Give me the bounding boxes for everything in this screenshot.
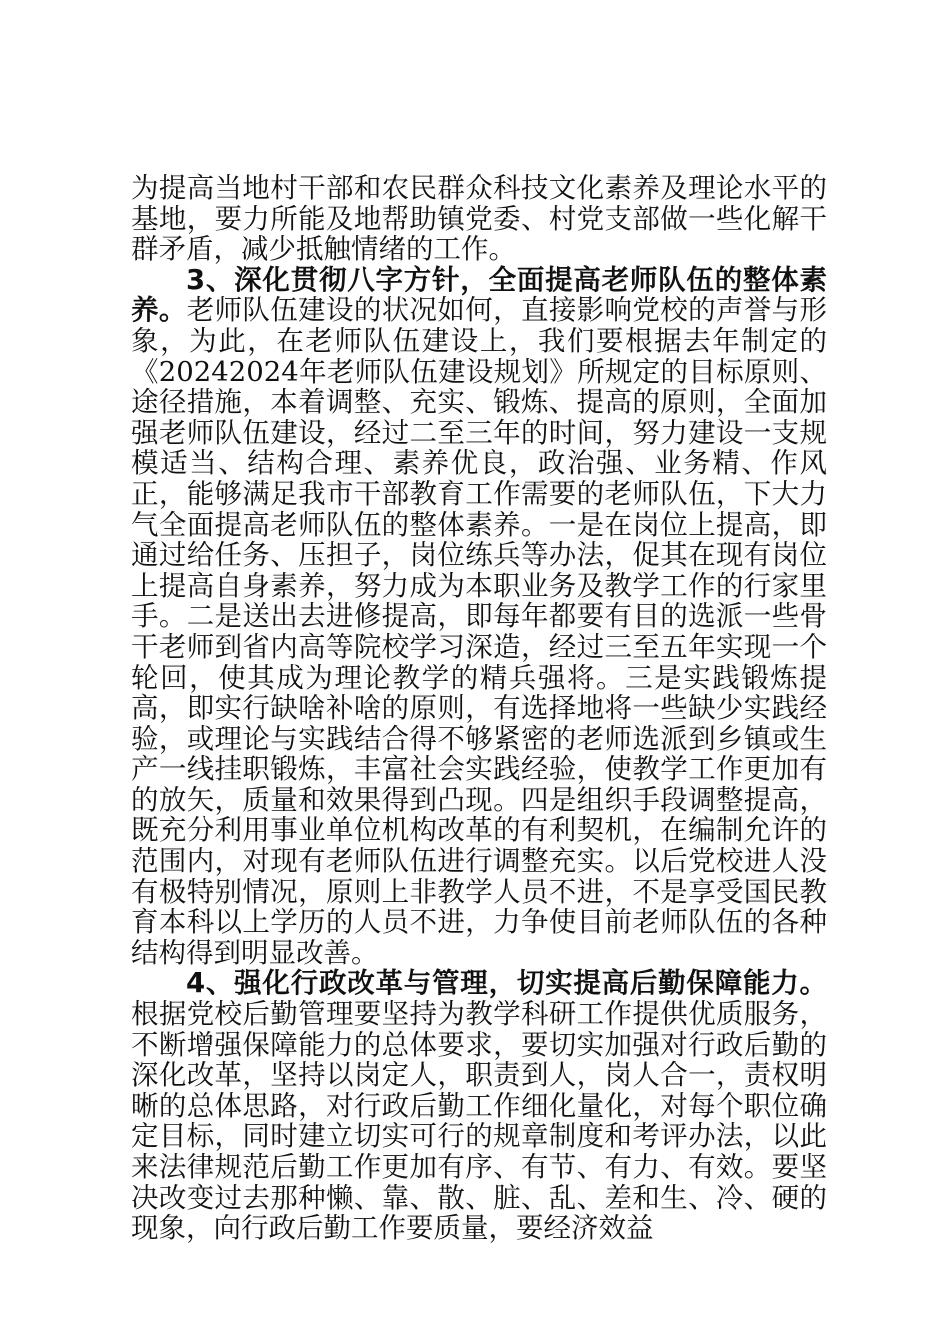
paragraph-logistics <box>131 968 827 1243</box>
paragraph-body: 为提高当地村干部和农民群众科技文化素养及理论水平的基地，要力所能及地帮助镇党委、村党支部做一些化解干群矛盾，减少抵触情绪的工作。 <box>131 172 827 266</box>
paragraph-teacher-team <box>131 265 827 969</box>
section-heading-4: 4、强化行政改革与管理，切实提高后勤保障能力。 <box>186 967 827 1000</box>
paragraph-body: 老师队伍建设的状况如何，直接影响党校的声誉与形象，为此，在老师队伍建设上，我们要根据去年制定的《20242024年老师队伍建设规划》所规定的目标原则、途径措施，本着调整、充实、锻炼、提高的原则，全面加强老师队伍建设，经过二至三年的时间，努力建设一支规模适当、结构合理、素养优良，政治强、业务精、作风正，能够满足我市干部教育工作需要的老师队伍，下大力气全面提高老师队伍的整体素养。一是在岗位上提高，即通过给任务、压担子，岗位练兵等办法，促其在现有岗位上提高自身素养，努力成为本职业务及教学工作的行家里手。二是送出去进修提高，即每年都要有目的选派一些骨干老师到省内高等院校学习深造，经过三至五年实现一个轮回，使其成为理论教学的精兵强将。三是实践锻炼提高，即实行缺啥补啥的原则，有选择地将一些缺少实践经验，或理论与实践结合得不够紧密的老师选派到乡镇或生产一线挂职锻炼，丰富社会实践经验，使教学工作更加有的放矢，质量和效果得到凸现。四是组织手段调整提高，既充分利用事业单位机构改革的有利契机，在编制允许的范围内，对现有老师队伍进行调整充实。以后党校进人没有极特别情况，原则上非教学人员不进，不是享受国民教育本科以上学历的人员不进，力争使目前老师队伍的各种结构得到明显改善。 <box>131 294 828 969</box>
section-heading-3: 3、深化贯彻八字方针，全面提高老师队伍的整体素养。 <box>131 263 827 327</box>
document-page <box>131 173 827 1244</box>
paragraph-continuation <box>131 173 827 265</box>
paragraph-body: 根据党校后勤管理要坚持为教学科研工作提供优质服务，不断增强保障能力的总体要求，要切实加强对行政后勤的深化改革，坚持以岗定人，职责到人，岗人合一，责权明晰的总体思路，对行政后勤工作细化量化，对每个职位确定目标，同时建立切实可行的规章制度和考评办法，以此来法律规范后勤工作更加有序、有节、有力、有效。要坚决改变过去那种懒、靠、散、脏、乱、差和生、冷、硬的现象，向行政后勤工作要质量，要经济效益 <box>131 998 827 1245</box>
